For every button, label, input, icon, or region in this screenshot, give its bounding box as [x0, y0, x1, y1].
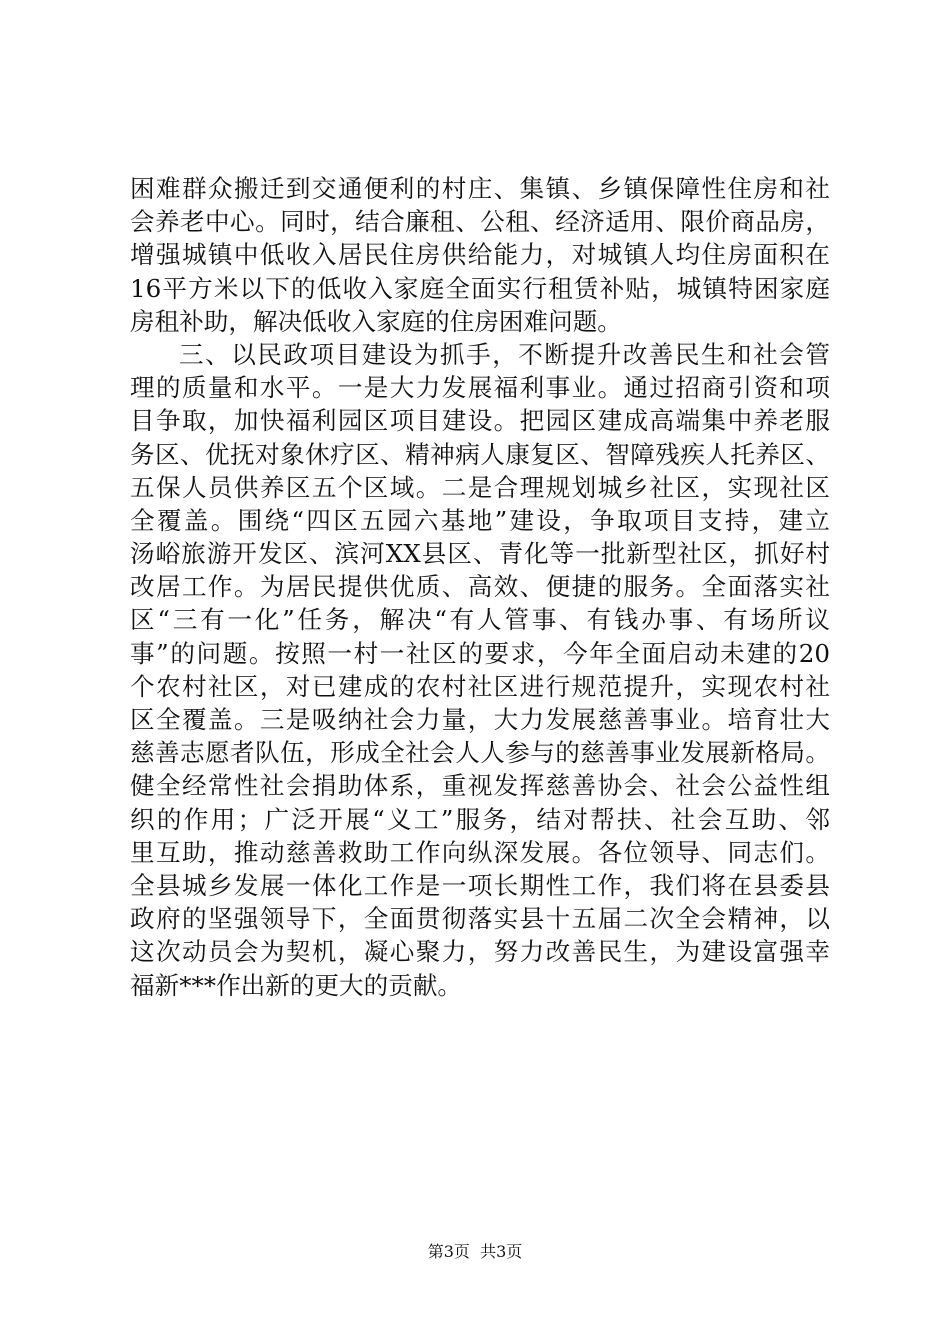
text-line: 政府的坚强领导下，全面贯彻落实县十五届二次全会精神，以: [130, 904, 830, 934]
text-line: 会养老中心。同时，结合廉租、公租、经济适用、限价商品房，: [130, 207, 830, 237]
text-line: 全县城乡发展一体化工作是一项长期性工作，我们将在县委县: [130, 870, 830, 900]
text-line: 房租补助，解决低收入家庭的住房困难问题。: [130, 306, 622, 336]
text-line: 慈善志愿者队伍，形成全社会人人参与的慈善事业发展新格局。: [130, 738, 830, 768]
text-line: 里互助，推动慈善救助工作向纵深发展。各位领导、同志们。: [130, 837, 830, 867]
text-line: 福新***作出新的更大的贡献。: [130, 970, 463, 1000]
text-line: 区“三有一化”任务，解决“有人管事、有钱办事、有场所议: [130, 605, 830, 635]
text-line: 困难群众搬迁到交通便利的村庄、集镇、乡镇保障性住房和社: [130, 174, 830, 203]
text-line: 五保人员供养区五个区域。二是合理规划城乡社区，实现社区: [130, 472, 830, 502]
text-line: 增强城镇中低收入居民住房供给能力，对城镇人均住房面积在: [130, 240, 830, 270]
page-number-label: 第3页 共3页: [427, 1242, 523, 1261]
body-text: [130, 172, 830, 1002]
text-line: 16平方米以下的低收入家庭全面实行租赁补贴，城镇特困家庭: [130, 273, 830, 303]
text-line: 务区、优抚对象休疗区、精神病人康复区、智障残疾人托养区、: [130, 439, 830, 469]
text-line: 织的作用；广泛开展“义工”服务，结对帮扶、社会互助、邻: [130, 804, 830, 834]
text-line: 区全覆盖。三是吸纳社会力量，大力发展慈善事业。培育壮大: [130, 705, 830, 734]
text-line: 理的质量和水平。一是大力发展福利事业。通过招商引资和项: [130, 373, 830, 403]
text-line: 个农村社区，对已建成的农村社区进行规范提升，实现农村社: [130, 671, 830, 701]
text-line: 汤峪旅游开发区、滨河XX县区、青化等一批新型社区，抓好村: [130, 539, 830, 569]
text-line: 目争取，加快福利园区项目建设。把园区建成高端集中养老服: [130, 406, 830, 436]
page-footer: [0, 1242, 950, 1262]
text-line: 全覆盖。围绕“四区五园六基地”建设，争取项目支持，建立: [130, 505, 830, 535]
text-line: 改居工作。为居民提供优质、高效、便捷的服务。全面落实社: [130, 572, 830, 602]
paragraph-start-line: 三、以民政项目建设为抓手，不断提升改善民生和社会管: [179, 339, 830, 369]
text-line: 健全经常性社会捐助体系，重视发挥慈善协会、社会公益性组: [130, 771, 830, 801]
text-line: 事”的问题。按照一村一社区的要求，今年全面启动未建的20: [130, 638, 830, 668]
text-line: 这次动员会为契机，凝心聚力，努力改善民生，为建设富强幸: [130, 937, 830, 967]
